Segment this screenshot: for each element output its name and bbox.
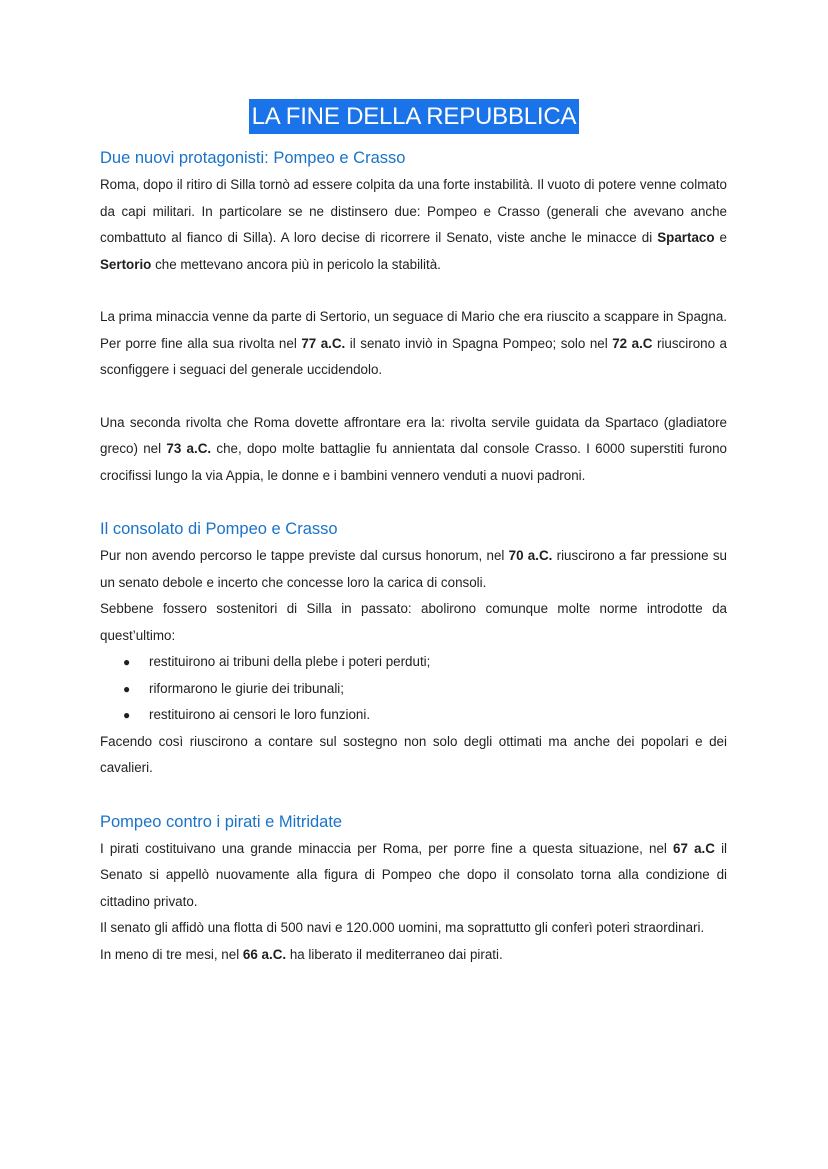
paragraph: Facendo così riuscirono a contare sul sostegno non solo degli ottimati ma anche dei popolari e dei cavalieri. [100,733,727,775]
section-heading-consolato: Il consolato di Pompeo e Crasso [100,520,338,538]
paragraph [100,172,727,278]
bold-text: 66 a.C. [242,946,287,962]
text-run: I pirati costituivano una grande minaccia per Roma, per porre fine a questa situazione, nel [100,840,674,856]
document-title: LA FINE DELLA REPUBBLICA [249,99,580,134]
bold-text: Sertorio [100,256,152,272]
bullet-icon: ● [123,655,131,669]
list-item [100,702,727,729]
paragraph [100,942,727,969]
text-run: Una seconda rivolta che Roma dovette affrontare era la: rivolta servile guidata da Spartaco (gladiatore greco) nel [100,414,727,456]
bullet-icon: ● [123,681,131,696]
text-run: e [714,230,727,245]
bold-text: 72 a.C [612,335,653,351]
bold-text: 77 a.C. [301,335,346,351]
list-item [100,649,727,676]
paragraph [100,304,727,384]
text-run: ha liberato il mediterraneo dai pirati. [286,946,503,962]
text-run: che, dopo molte battaglie fu annientata dal console Crasso. I 6000 superstiti furono crocifissi lungo la via Appia, le donne e i bambini vennero venduti a nuovi padroni. [100,441,727,483]
paragraph: Il senato gli affidò una flotta di 500 navi e 120.000 uomini, ma soprattutto gli conferì poteri straordinari. [100,920,705,935]
section-heading-pirati: Pompeo contro i pirati e Mitridate [100,812,343,831]
list-item-text: restituirono ai censori le loro funzioni. [149,707,371,722]
list-item [100,676,727,703]
paragraph: Sebbene fossero sostenitori di Silla in passato: abolirono comunque molte norme introdotte da quest’ultimo: [100,601,727,643]
title-container [0,99,828,134]
bold-text: 70 a.C. [508,548,553,563]
bold-text: Spartaco [657,230,715,245]
paragraph [100,410,727,490]
text-run: riuscirono a sconfiggere i seguaci del generale uccidendolo. [100,335,727,377]
list-item-text: restituirono ai tribuni della plebe i poteri perduti; [149,654,431,669]
text-run: Roma, dopo il ritiro di Silla tornò ad essere colpita da una forte instabilità. Il vuoto di potere venne colmato da capi militari. In particolare se ne distinsero due: Pompeo e Crasso (generali che avevano anche combattuto al fianco di Silla). A loro decise di ricorrere il Senato, viste anche le minacce di [100,177,727,245]
bullet-icon: ● [123,708,131,722]
text-run: riuscirono a far pressione su un senato debole e incerto che concesse loro la carica di consoli. [100,548,727,590]
text-run: Pur non avendo percorso le tappe previste dal cursus honorum, nel [100,548,509,563]
text-run: In meno di tre mesi, nel [100,946,243,962]
paragraph [100,836,727,916]
document-content [100,144,727,968]
text-run: La prima minaccia venne da parte di Sertorio, un seguace di Mario che era riuscito a scappare in Spagna. Per porre fine alla sua rivolta nel [100,309,727,351]
text-run: che mettevano ancora più in pericolo la stabilità. [151,256,441,272]
list-item-text: riformarono le giurie dei tribunali; [149,680,345,696]
text-run: il Senato si appellò nuovamente alla figura di Pompeo che dopo il consolato torna alla condizione di cittadino privato. [100,840,728,909]
bold-text: 73 a.C. [166,441,212,456]
section-heading-protagonisti: Due nuovi protagonisti: Pompeo e Crasso [100,149,406,167]
bullet-list [100,649,727,729]
bold-text: 67 a.C [673,840,715,856]
paragraph [100,543,727,596]
text-run: il senato inviò in Spagna Pompeo; solo nel [345,335,613,351]
